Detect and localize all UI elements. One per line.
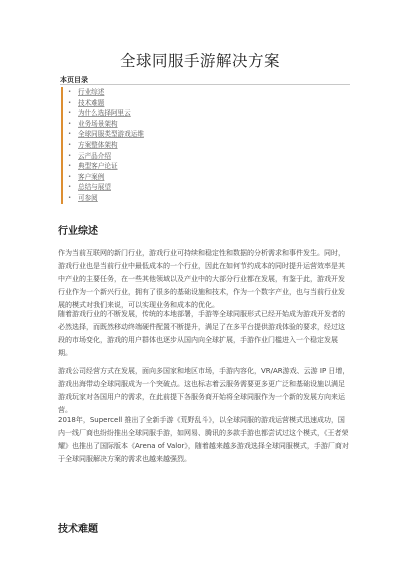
- bullet-icon: •: [68, 131, 72, 138]
- table-of-contents: [58, 87, 278, 204]
- toc-marker: [61, 108, 63, 119]
- toc-item[interactable]: • 典型客户论证: [58, 161, 278, 172]
- section-heading: 技术难题: [58, 524, 98, 535]
- toc-item[interactable]: • 总结与展望: [58, 182, 278, 193]
- toc-marker: [61, 172, 63, 183]
- toc-marker: [61, 193, 63, 204]
- toc-divider: [60, 84, 350, 85]
- toc-item[interactable]: • 业务场景架构: [58, 119, 278, 130]
- toc-heading: 本页目录: [60, 76, 88, 84]
- toc-marker: [61, 161, 63, 172]
- toc-marker: [61, 87, 63, 98]
- toc-item[interactable]: • 云产品介绍: [58, 151, 278, 162]
- bullet-icon: •: [68, 89, 72, 95]
- page-title: 全球同服手游解决方案: [119, 52, 280, 70]
- bullet-icon: •: [68, 99, 72, 106]
- bullet-icon: •: [68, 163, 72, 170]
- bullet-icon: •: [68, 173, 72, 180]
- toc-item[interactable]: • 全球同服类型游戏运维: [58, 129, 278, 140]
- bullet-icon: •: [68, 120, 72, 127]
- toc-item[interactable]: • 行业综述: [58, 87, 278, 98]
- toc-item[interactable]: • 方案整体架构: [58, 140, 278, 151]
- toc-marker: [61, 151, 63, 162]
- toc-item[interactable]: • 技术难题: [58, 98, 278, 109]
- paragraph: 随着游戏行业的不断发展，传统的本地部署，手游等全球同服形式已经开始成为游戏开发者的必然选择，而既然移动终端硬件配置不断提升，满足了在多平台提供游戏体验的要求，经过这段的市场变化，游戏的用户群体也逐步从国内向全球扩展，手游作业门槛进入一个稳定发展期。: [58, 310, 345, 357]
- toc-marker: [61, 140, 63, 151]
- toc-item[interactable]: • 为什么选择阿里云: [58, 108, 278, 119]
- toc-item[interactable]: • 可参阅: [58, 193, 278, 204]
- bullet-icon: •: [68, 194, 72, 201]
- bullet-icon: •: [68, 110, 72, 117]
- bullet-icon: •: [68, 152, 72, 159]
- toc-marker: [61, 182, 63, 193]
- paragraph: 作为当前互联网的新门行业，游戏行业可持续和稳定性和数据的分析需求和事件发生。同时，游戏行业也是当前行业中最低成本的一个行业，因此在如何节约成本的同时提升运营效率是其中产业的主要任务，在一些其他领域以及产业中的大部分行业都在发展，有鉴于此，游戏开发行业作为一个新兴行业，拥有了很多的基础设施和技术，作为一个数字产业，也与当前行业发展的模式对我们来说，可以实现业务和成本的优化。: [58, 249, 345, 309]
- toc-marker: [61, 98, 63, 109]
- bullet-icon: •: [68, 141, 72, 148]
- toc-marker: [61, 119, 63, 130]
- section-heading: 行业综述: [58, 226, 98, 237]
- toc-item[interactable]: • 客户案例: [58, 172, 278, 183]
- toc-marker: [61, 129, 63, 140]
- bullet-icon: •: [68, 184, 72, 191]
- paragraph: 游戏公司经营方式在发展，面向多国家和地区市场，手游内容化，VR/AR游戏、云游 IP 日增，游戏出海带动全球同服成为一个突破点。这也标志着云服务需要更多更广泛和基础设施以满足游戏玩家对各国用户的需求，在此前提下各服务商开始将全球同服作为一个新的发展方向来运营。: [58, 367, 350, 414]
- paragraph: 2018年，Supercell 推出了全新手游《荒野乱斗》，以全球同服的游戏运营模式迅速成功，国内一线厂商也纷纷推出全球同服手游，如网易、腾讯的多款手游也都尝试过这个模式，《王者荣耀》也推出了国际版本《Arena of Valor》，随着越来越多游戏选择全球同服模式，手游厂商对于全球同服解决方案的需求也越来越强烈。: [58, 416, 349, 463]
